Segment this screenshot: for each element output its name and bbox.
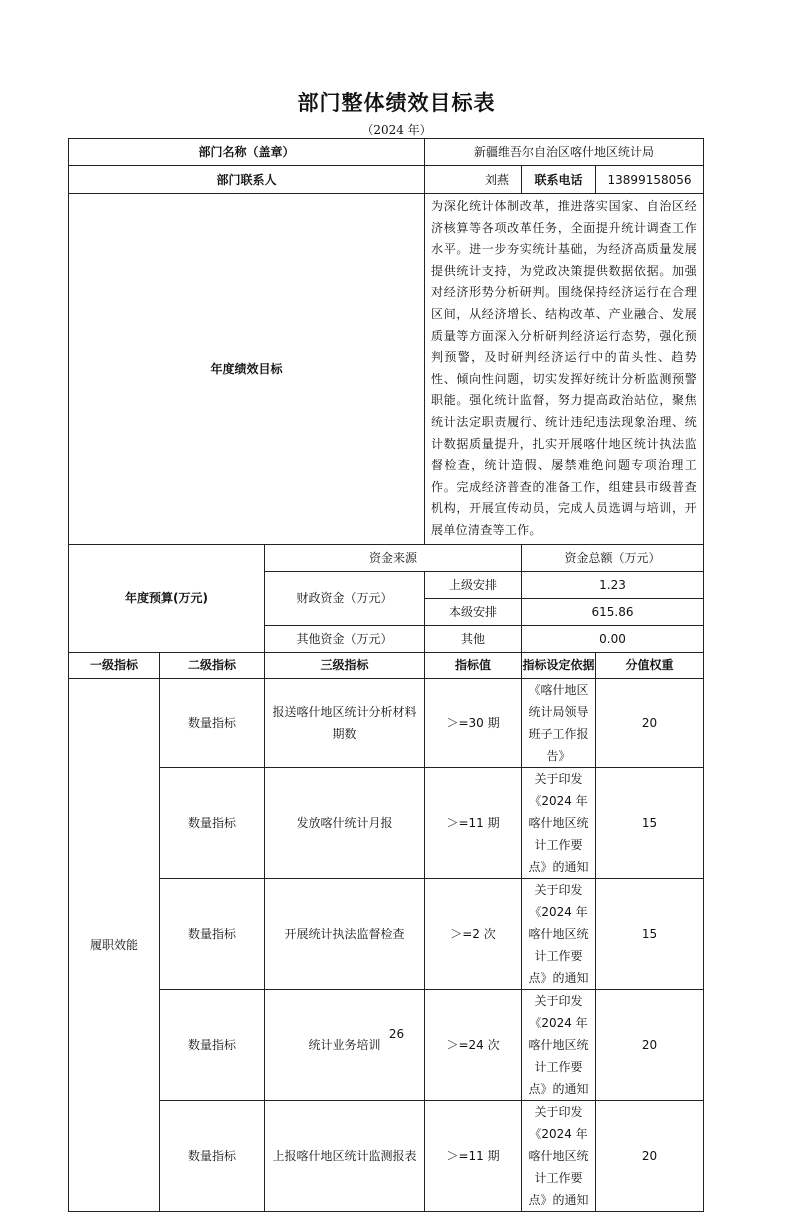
indicator-basis: 关于印发《2024 年喀什地区统计工作要点》的通知 bbox=[522, 767, 596, 878]
indicator-value: ＞=11 期 bbox=[425, 767, 522, 878]
contact-value: 刘燕 bbox=[425, 166, 522, 194]
table-row bbox=[69, 989, 704, 1100]
indicator-l3: 开展统计执法监督检查 bbox=[265, 878, 425, 989]
l1-group: 履职效能 bbox=[69, 678, 160, 1211]
upper-value: 1.23 bbox=[522, 571, 704, 598]
other-sub-label: 其他 bbox=[425, 625, 522, 652]
source-header: 资金来源 bbox=[265, 544, 522, 571]
header-basis: 指标设定依据 bbox=[522, 652, 596, 678]
dept-name-value: 新疆维吾尔自治区喀什地区统计局 bbox=[425, 139, 704, 166]
indicator-weight: 15 bbox=[596, 878, 704, 989]
indicator-l2: 数量指标 bbox=[160, 878, 265, 989]
table-row bbox=[69, 767, 704, 878]
page-number: 26 bbox=[388, 1027, 405, 1041]
indicator-l2: 数量指标 bbox=[160, 767, 265, 878]
indicator-l3: 统计业务培训 bbox=[265, 989, 425, 1100]
header-l3: 三级指标 bbox=[265, 652, 425, 678]
other-label: 其他资金（万元） bbox=[265, 625, 425, 652]
indicator-l2: 数量指标 bbox=[160, 989, 265, 1100]
indicator-l3: 报送喀什地区统计分析材料期数 bbox=[265, 678, 425, 767]
table-row bbox=[69, 1100, 704, 1211]
indicator-value: ＞=30 期 bbox=[425, 678, 522, 767]
indicator-weight: 20 bbox=[596, 678, 704, 767]
indicator-weight: 15 bbox=[596, 767, 704, 878]
phone-label: 联系电话 bbox=[522, 166, 596, 194]
header-value: 指标值 bbox=[425, 652, 522, 678]
indicator-l3: 上报喀什地区统计监测报表 bbox=[265, 1100, 425, 1211]
phone-value: 13899158056 bbox=[596, 166, 704, 194]
fiscal-label: 财政资金（万元） bbox=[265, 571, 425, 625]
indicator-value: ＞=24 次 bbox=[425, 989, 522, 1100]
performance-table bbox=[68, 138, 704, 1212]
table-row bbox=[69, 878, 704, 989]
contact-label: 部门联系人 bbox=[69, 166, 425, 194]
indicator-weight: 20 bbox=[596, 1100, 704, 1211]
goal-label: 年度绩效目标 bbox=[69, 194, 425, 545]
local-value: 615.86 bbox=[522, 598, 704, 625]
indicator-basis: 《喀什地区统计局领导班子工作报告》 bbox=[522, 678, 596, 767]
dept-name-label: 部门名称（盖章） bbox=[69, 139, 425, 166]
indicator-basis: 关于印发《2024 年喀什地区统计工作要点》的通知 bbox=[522, 878, 596, 989]
header-l1: 一级指标 bbox=[69, 652, 160, 678]
local-label: 本级安排 bbox=[425, 598, 522, 625]
budget-label: 年度预算(万元) bbox=[69, 544, 265, 652]
upper-label: 上级安排 bbox=[425, 571, 522, 598]
page-title: 部门整体绩效目标表 bbox=[297, 91, 496, 115]
indicator-l2: 数量指标 bbox=[160, 1100, 265, 1211]
other-value: 0.00 bbox=[522, 625, 704, 652]
table-row bbox=[69, 678, 704, 767]
indicator-basis: 关于印发《2024 年喀什地区统计工作要点》的通知 bbox=[522, 989, 596, 1100]
indicator-l2: 数量指标 bbox=[160, 678, 265, 767]
header-l2: 二级指标 bbox=[160, 652, 265, 678]
goal-text: 为深化统计体制改革，推进落实国家、自治区经济核算等各项改革任务，全面提升统计调查工作水平。进一步夯实统计基础，为经济高质量发展提供统计支持，为党政决策提供数据依据。加强对经济形势分析研判。围绕保持经济运行在合理区间，从经济增长、结构改革、产业融合、发展质量等方面深入分析研判经济运行态势，强化预判预警，及时研判经济运行中的苗头性、趋势性、倾向性问题，切实发挥好统计分析监测预警职能。强化统计监督，努力提高政治站位，聚焦统计法定职责履行、统计违纪违法现象治理、统计数据质量提升，扎实开展喀什地区统计执法监督检查，统计造假、屡禁难绝问题专项治理工作。完成经济普查的准备工作，组建县市级普查机构，开展宣传动员，完成人员选调与培训，开展单位清查等工作。 bbox=[425, 194, 704, 545]
total-header: 资金总额（万元） bbox=[522, 544, 704, 571]
indicator-value: ＞=2 次 bbox=[425, 878, 522, 989]
indicator-value: ＞=11 期 bbox=[425, 1100, 522, 1211]
indicator-l3: 发放喀什统计月报 bbox=[265, 767, 425, 878]
header-weight: 分值权重 bbox=[596, 652, 704, 678]
indicator-basis: 关于印发《2024 年喀什地区统计工作要点》的通知 bbox=[522, 1100, 596, 1211]
year-label: （2024 年） bbox=[361, 123, 432, 137]
indicator-weight: 20 bbox=[596, 989, 704, 1100]
